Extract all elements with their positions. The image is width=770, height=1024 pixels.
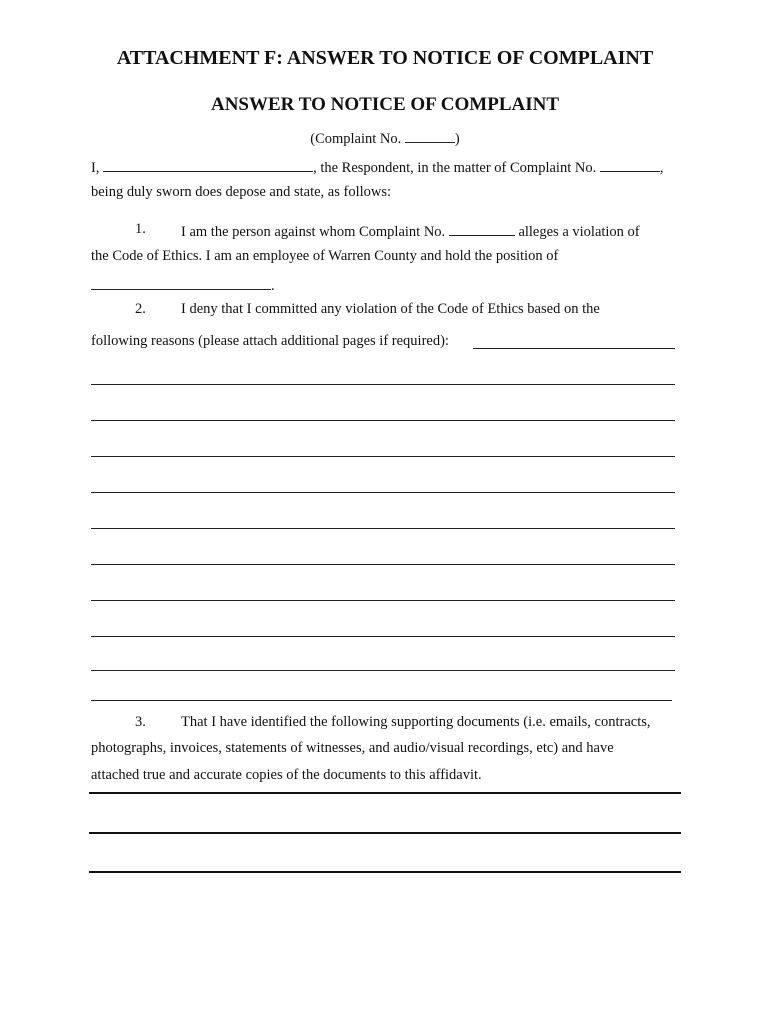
reason-answer-line[interactable] xyxy=(91,456,675,457)
item2-line-2: following reasons (please attach additional pages if required): xyxy=(91,333,449,349)
complaint-number-suffix: ) xyxy=(454,131,460,147)
reason-answer-line[interactable] xyxy=(91,600,675,601)
item3-line-2: photographs, invoices, statements of witnesses, and audio/visual recordings, etc) and have xyxy=(91,740,614,756)
reason-answer-line[interactable] xyxy=(91,564,675,565)
item1-line3-end: . xyxy=(271,278,275,294)
item1-line-2: the Code of Ethics. I am an employee of Warren County and hold the position of xyxy=(91,248,559,264)
intro-middle: , the Respondent, in the matter of Complaint No. xyxy=(313,160,600,176)
intro-start: I, xyxy=(91,160,104,176)
reason-answer-line[interactable] xyxy=(91,670,675,671)
item1-text-a: I am the person against whom Complaint No. xyxy=(181,224,449,240)
complaint-number-line xyxy=(0,128,770,148)
intro-line-1 xyxy=(91,157,663,177)
item2-line-1: I deny that I committed any violation of the Code of Ethics based on the xyxy=(181,301,600,317)
complaint-number-prefix: (Complaint No. xyxy=(310,131,405,147)
item3-line-1: That I have identified the following supporting documents (i.e. emails, contracts, xyxy=(181,714,651,730)
reason-answer-line[interactable] xyxy=(91,700,672,701)
document-list-line[interactable] xyxy=(89,832,681,834)
reasons-field-inline[interactable] xyxy=(473,348,675,349)
reason-answer-line[interactable] xyxy=(91,420,675,421)
position-field[interactable] xyxy=(91,275,271,290)
item2-number: 2. xyxy=(135,301,146,317)
intro-complaint-number-field[interactable] xyxy=(600,157,660,172)
item1-line-1 xyxy=(181,221,640,241)
item1-text-b: alleges a violation of xyxy=(514,224,640,240)
document-list-line[interactable] xyxy=(89,792,681,794)
reason-answer-line[interactable] xyxy=(91,384,675,385)
item1-line-3 xyxy=(91,275,275,295)
intro-end: , xyxy=(659,160,664,176)
item1-complaint-number-field[interactable] xyxy=(449,221,515,236)
reason-answer-line[interactable] xyxy=(91,528,675,529)
item1-number: 1. xyxy=(135,221,146,237)
respondent-name-field[interactable] xyxy=(103,157,313,172)
item3-number: 3. xyxy=(135,714,146,730)
document-list-line[interactable] xyxy=(89,871,681,873)
complaint-number-field[interactable] xyxy=(405,128,455,143)
reason-answer-line[interactable] xyxy=(91,636,675,637)
item3-line-3: attached true and accurate copies of the documents to this affidavit. xyxy=(91,767,482,783)
reason-answer-line[interactable] xyxy=(91,492,675,493)
intro-line-2: being duly sworn does depose and state, as follows: xyxy=(91,184,392,200)
attachment-title: ATTACHMENT F: ANSWER TO NOTICE OF COMPLAINT xyxy=(116,47,654,69)
form-title: ANSWER TO NOTICE OF COMPLAINT xyxy=(210,94,560,115)
